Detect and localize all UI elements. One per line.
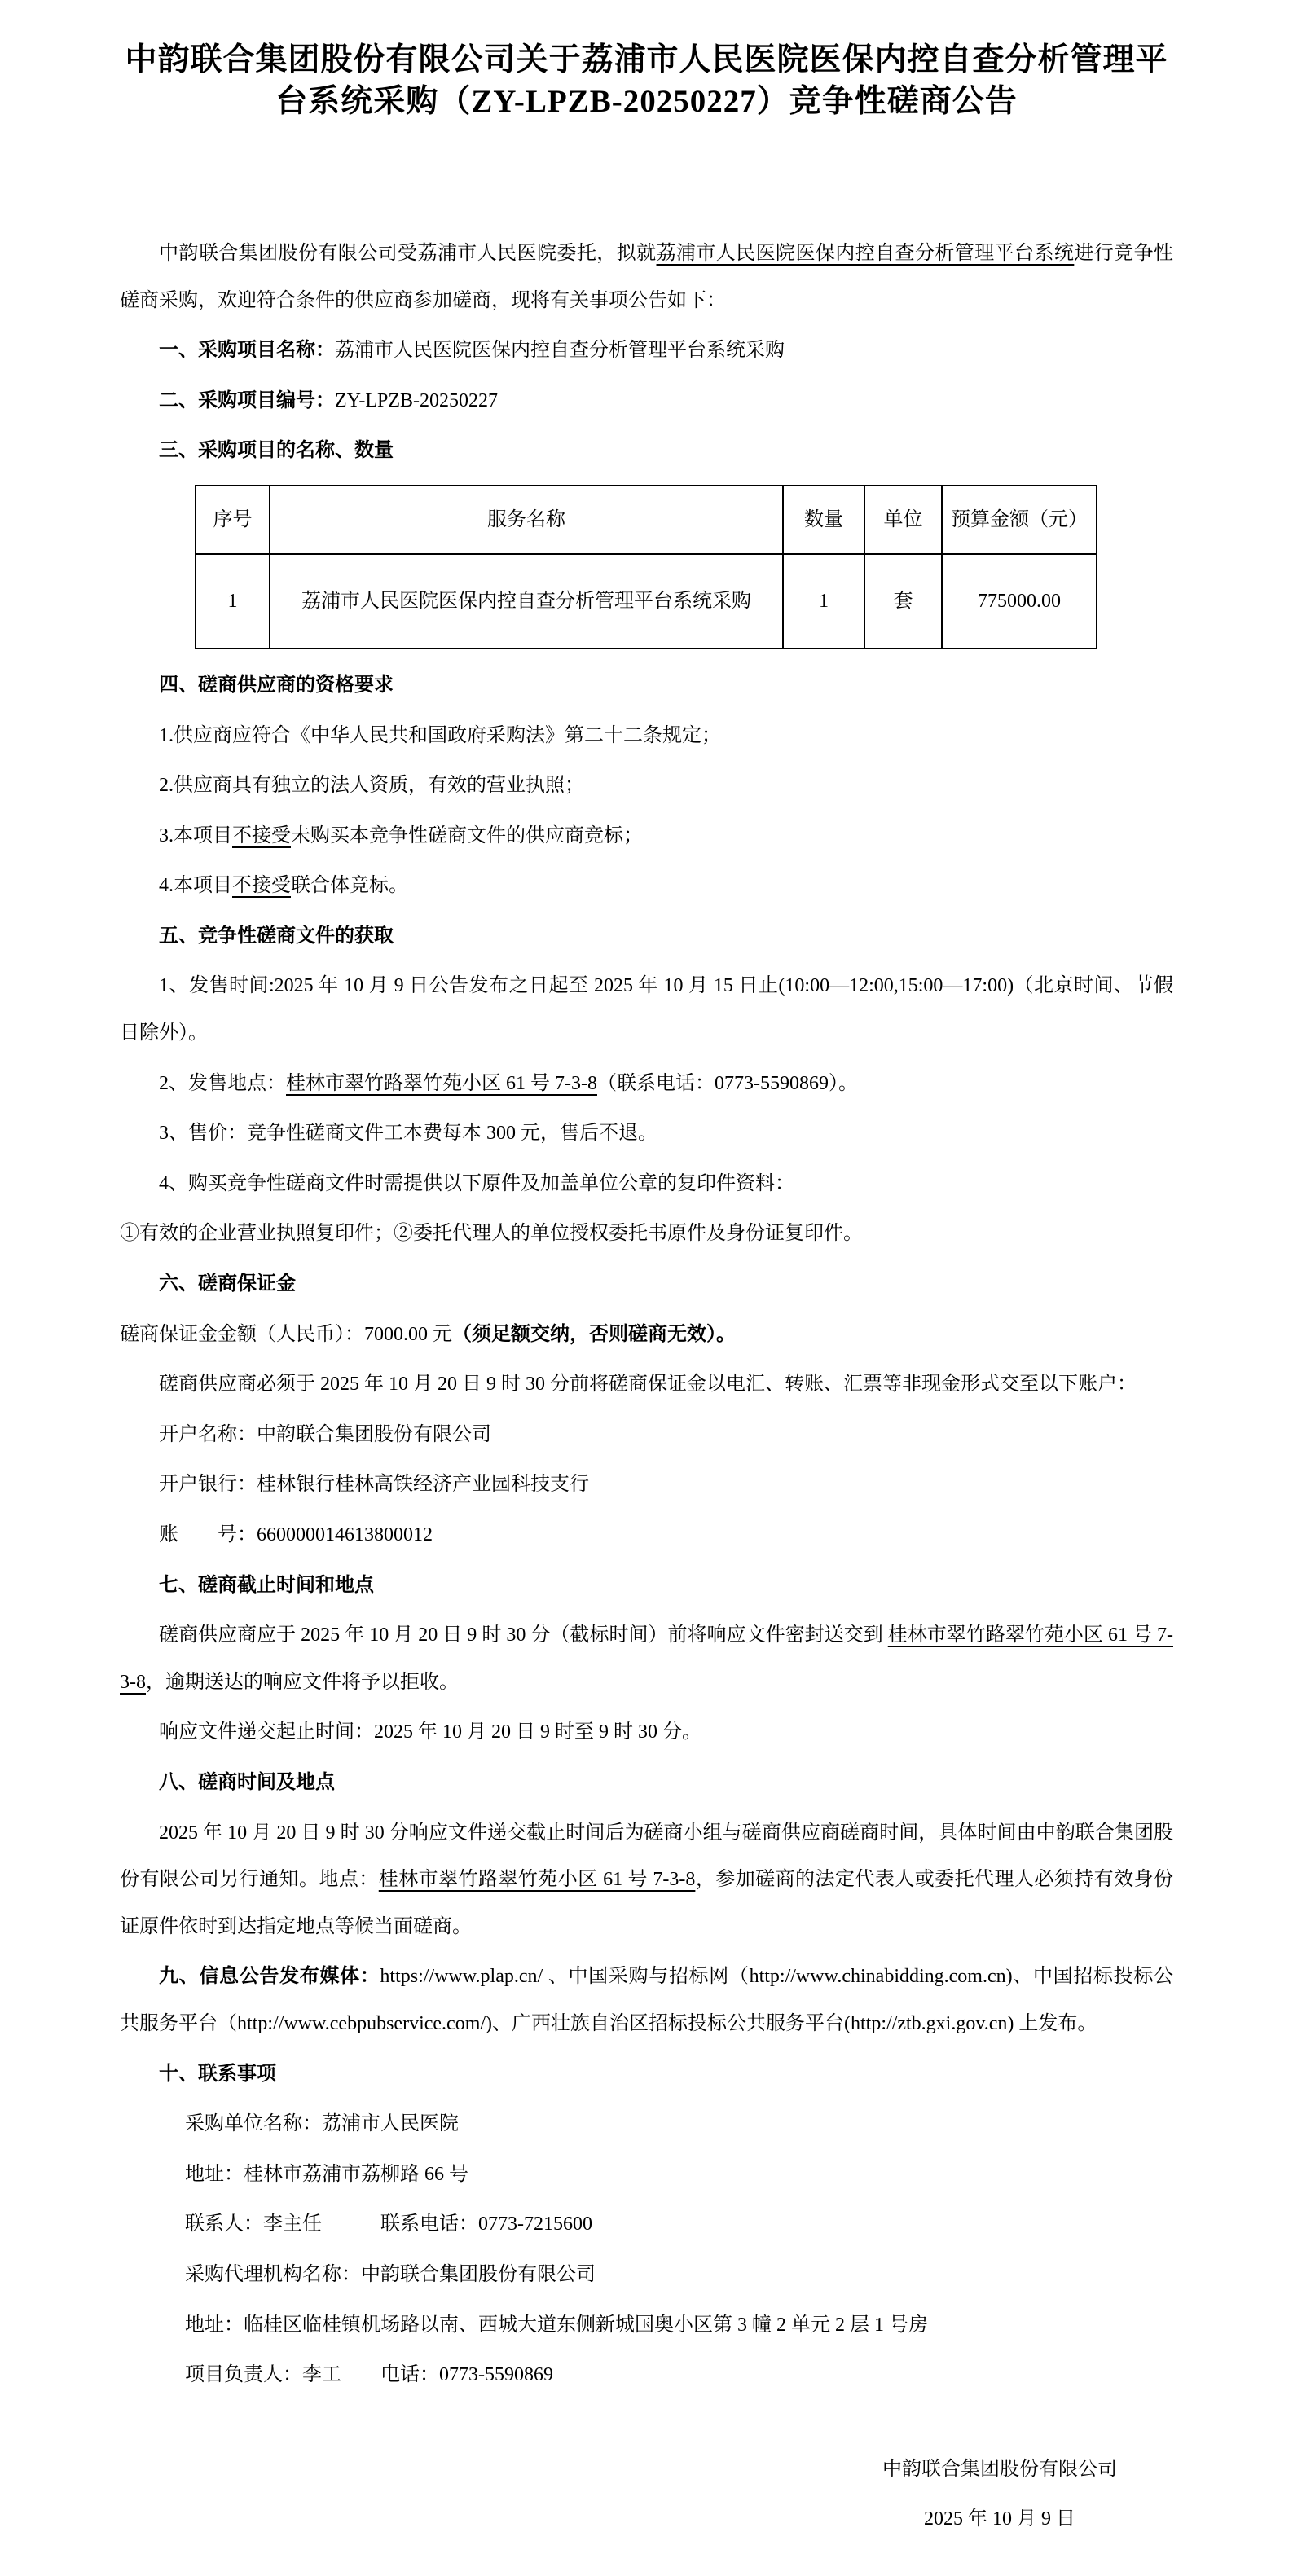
contact-agency-name: 采购代理机构名称：中韵联合集团股份有限公司: [185, 2263, 596, 2285]
table-cell-unit: 套: [864, 554, 942, 648]
section-8-heading: 八、磋商时间及地点: [159, 1771, 335, 1793]
section-7-submission-window: 响应文件递交起止时间：2025 年 10 月 20 日 9 时至 9 时 30 分。: [159, 1721, 701, 1743]
section-9-heading: 九、信息公告发布媒体：: [159, 1966, 380, 1988]
signature-block: [772, 2446, 1228, 2543]
section-8-pre: 2025 年 10 月 20 日 9 时 30 分响应文件递交截止时间后为磋商小组与磋商供应商磋商时间，具体时间由中韵联合集团股份有限公司另行通知。地点：: [120, 1822, 1173, 1891]
section-9-media-list: https://www.plap.cn/ 、中国采购与招标网（http://www.chinabidding.com.cn)、中国招标投标公共服务平台（http://www.cebpubservice.com/)、广西壮族自治区招标投标公共服务平台(http://ztb.gxi.gov.cn) 上发布。: [120, 1966, 1173, 2034]
contact-purchaser-address: 地址：桂林市荔浦市荔柳路 66 号: [185, 2163, 468, 2185]
table-cell-budget: 775000.00: [942, 554, 1097, 648]
section-5-item-4: 4、购买竞争性磋商文件时需提供以下原件及加盖单位公章的复印件资料：: [159, 1172, 794, 1194]
table-cell-service-name: 荔浦市人民医院医保内控自查分析管理平台系统采购: [270, 554, 783, 648]
section-5-item-5: ①有效的企业营业执照复印件；②委托代理人的单位授权委托书原件及身份证复印件。: [120, 1223, 863, 1245]
procurement-items-table: [195, 485, 1097, 649]
section-8-address-underline: 桂林市翠竹路翠竹苑小区 61 号 7-3-8: [378, 1869, 696, 1891]
intro-paragraph: [120, 231, 1173, 324]
section-4-item-3: [120, 813, 1173, 860]
section-5-item-2-post: （联系电话：0773-5590869）。: [596, 1072, 858, 1094]
table-cell-seq: 1: [196, 554, 270, 648]
contact-agency-address: 地址：临桂区临桂镇机场路以南、西城大道东侧新城国奥小区第 3 幢 2 单元 2 层 1 号房: [185, 2314, 928, 2336]
section-7-heading: 七、磋商截止时间和地点: [159, 1574, 374, 1596]
section-1-value: 荔浦市人民医院医保内控自查分析管理平台系统采购: [335, 340, 785, 362]
section-5-item-3: 3、售价：竞争性磋商文件工本费每本 300 元，售后不退。: [159, 1123, 657, 1145]
table-header-quantity: 数量: [783, 486, 864, 554]
intro-text-pre: 中韵联合集团股份有限公司受荔浦市人民医院委托，拟就: [159, 242, 657, 264]
section-7-deadline-pre: 磋商供应商应于 2025 年 10 月 20 日 9 时 30 分（截标时间）前将响应文件密封送交到: [159, 1624, 888, 1646]
section-4-heading: 四、磋商供应商的资格要求: [159, 674, 394, 696]
section-5-item-2-pre: 2、发售地点：: [159, 1072, 286, 1094]
section-9-media-paragraph: [120, 1954, 1173, 2047]
intro-underlined-project-name: 荔浦市人民医院医保内控自查分析管理平台系统: [656, 242, 1075, 264]
section-2-heading: 二、采购项目编号：: [159, 389, 335, 411]
section-8-paragraph: [120, 1810, 1173, 1951]
section-4-item-3-pre: 3.本项目: [159, 824, 232, 846]
section-4-item-1: 1.供应商应符合《中华人民共和国政府采购法》第二十二条规定；: [159, 724, 721, 746]
contact-purchaser-name: 采购单位名称：荔浦市人民医院: [185, 2113, 459, 2135]
section-4-item-3-underline: 不接受: [232, 824, 291, 846]
table-row: [196, 554, 1097, 648]
contact-purchaser-person-phone: 联系人：李主任 联系电话：0773-7215600: [185, 2213, 592, 2235]
section-5-item-2: [120, 1061, 1173, 1108]
section-1-project-name: [120, 327, 1173, 375]
section-2-value: ZY-LPZB-20250227: [335, 389, 498, 411]
section-4-item-2: 2.供应商具有独立的法人资质，有效的营业执照；: [159, 775, 584, 797]
document-title: 中韵联合集团股份有限公司关于荔浦市人民医院医保内控自查分析管理平台系统采购（ZY-LPZB-20250227）竞争性磋商公告: [125, 42, 1168, 120]
section-4-item-4-underline: 不接受: [232, 875, 291, 897]
section-6-deposit-amount: [120, 1312, 1173, 1359]
section-4-item-3-post: 未购买本竞争性磋商文件的供应商竞标；: [291, 824, 643, 846]
section-6-deposit-amount-bold-note: （须足额交纳，否则磋商无效）。: [452, 1323, 736, 1345]
signature-organization: 中韵联合集团股份有限公司: [882, 2458, 1117, 2480]
section-7-deadline-post: ，逾期送达的响应文件将予以拒收。: [146, 1671, 459, 1693]
section-6-account-name: 开户名称：中韵联合集团股份有限公司: [159, 1423, 491, 1445]
section-5-item-1: 1、发售时间:2025 年 10 月 9 日公告发布之日起至 2025 年 10 月 15 日止(10:00—12:00,15:00—17:00)（北京时间、节假日除外）。: [120, 975, 1173, 1044]
section-5-heading: 五、竞争性磋商文件的获取: [159, 925, 394, 947]
contact-project-manager-phone: 项目负责人：李工 电话：0773-5590869: [185, 2364, 553, 2386]
section-2-project-number: [120, 378, 1173, 425]
section-6-deposit-amount-text: 磋商保证金金额（人民币）：7000.00 元: [120, 1323, 452, 1345]
table-header-unit: 单位: [864, 486, 942, 554]
section-7-deadline-paragraph: [120, 1612, 1173, 1706]
table-header-row: [196, 486, 1097, 554]
section-6-payment-instructions: 磋商供应商必须于 2025 年 10 月 20 日 9 时 30 分前将磋商保证金以电汇、转账、汇票等非现金形式交至以下账户：: [159, 1374, 1137, 1396]
section-6-heading: 六、磋商保证金: [159, 1273, 296, 1295]
table-cell-quantity: 1: [783, 554, 864, 648]
signature-date: 2025 年 10 月 9 日: [924, 2508, 1075, 2530]
intro-text-post: 进行竞争性磋商采购，欢迎符合条件的供应商参加磋商，现将有关事项公告如下：: [120, 242, 1174, 311]
section-8-post: ，参加磋商的法定代表人或委托代理人必须持有效身份证原件依时到达指定地点等候当面磋商。: [120, 1869, 1174, 1937]
section-7-address-underline: 桂林市翠竹路翠竹苑小区 61 号 7-3-8: [120, 1624, 1173, 1693]
table-header-service-name: 服务名称: [270, 486, 783, 554]
section-4-item-4-post: 联合体竞标。: [291, 875, 408, 897]
section-10-heading: 十、联系事项: [159, 2063, 276, 2085]
section-4-item-4-pre: 4.本项目: [159, 875, 232, 897]
section-6-account-bank: 开户银行：桂林银行桂林高铁经济产业园科技支行: [159, 1474, 589, 1496]
section-6-account-number: 账 号：660000014613800012: [159, 1524, 433, 1545]
table-header-seq: 序号: [196, 486, 270, 554]
section-1-heading: 一、采购项目名称：: [159, 340, 335, 362]
table-header-budget: 预算金额（元）: [942, 486, 1097, 554]
section-5-item-2-address-underline: 桂林市翠竹路翠竹苑小区 61 号 7-3-8: [286, 1072, 597, 1094]
section-4-item-4: [120, 863, 1173, 910]
section-3-heading: 三、采购项目的名称、数量: [159, 440, 394, 462]
